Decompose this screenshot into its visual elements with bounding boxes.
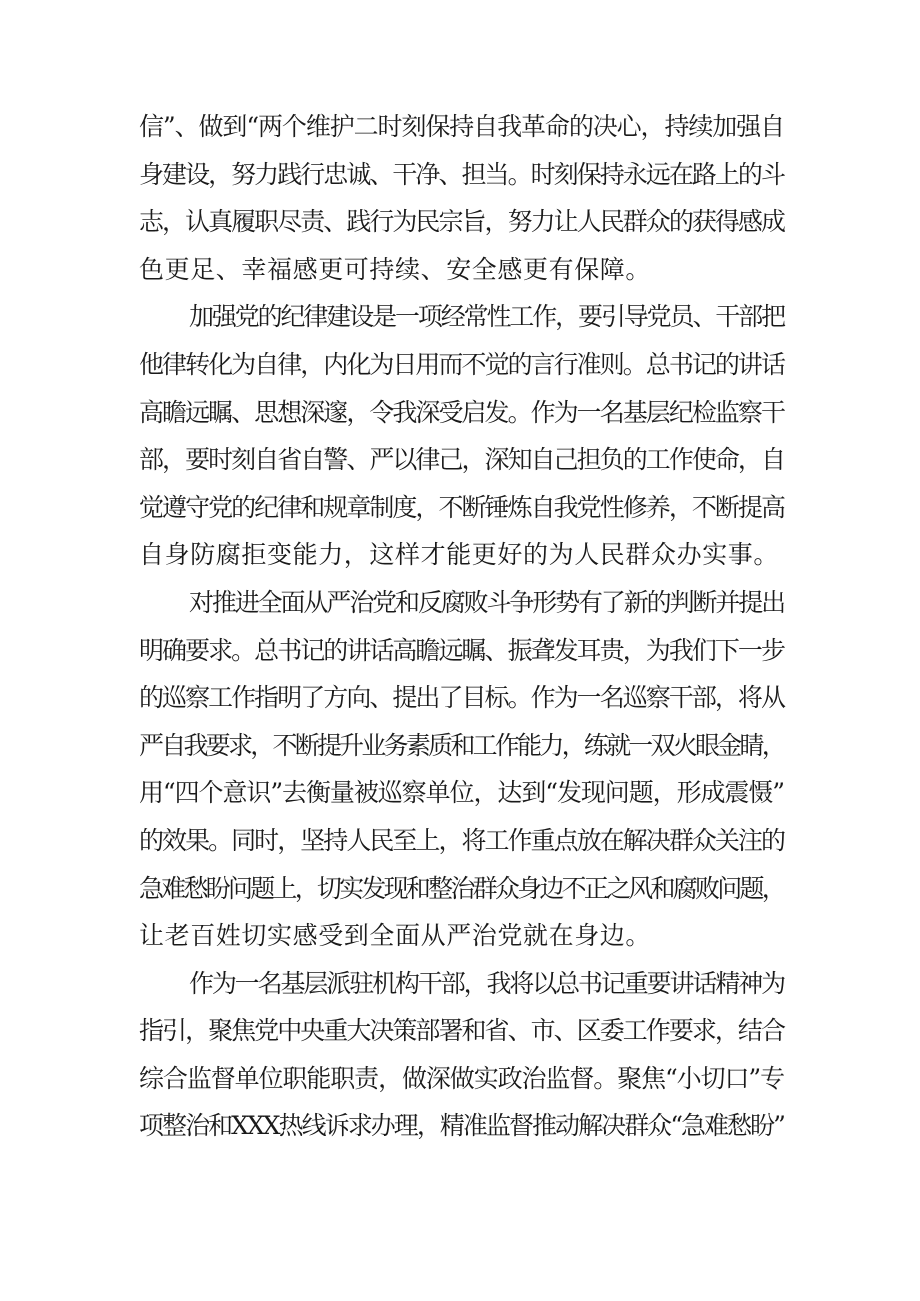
text-line: 高瞻远瞩、思想深邃，令我深受启发。作为一名基层纪检监察干: [139, 397, 784, 427]
text-line: 用“四个意识”去衡量被巡察单位，达到“发现问题，形成震慑”: [139, 778, 784, 808]
text-line: 作为一名基层派驻机构干部，我将以总书记重要讲话精神为: [189, 968, 784, 998]
document-body: [139, 103, 784, 1150]
text-line: 项整治和XXX热线诉求办理，精准监督推动解决群众“急难愁盼”: [139, 1111, 784, 1141]
paragraph-1: [139, 103, 784, 293]
text-line: 身建设，努力践行忠诚、干净、担当。时刻保持永远在路上的斗: [139, 159, 784, 189]
text-line: 急难愁盼问题上，切实发现和整治群众身边不正之风和腐败问题，: [139, 873, 784, 903]
text-line: 指引，聚焦党中央重大决策部署和省、市、区委工作要求，结合: [139, 1016, 784, 1046]
paragraph-4: [139, 960, 784, 1150]
text-line: 觉遵守党的纪律和规章制度，不断锤炼自我党性修养，不断提高: [139, 492, 784, 522]
text-line: 综合监督单位职能职责，做深做实政治监督。聚焦“小切口”专: [139, 1063, 784, 1093]
text-line: 部，要时刻自省自警、严以律己，深知自己担负的工作使命，自: [139, 445, 784, 475]
text-line: 志，认真履职尽责、践行为民宗旨，努力让人民群众的获得感成: [139, 207, 784, 237]
text-line: 他律转化为自律，内化为日用而不觉的言行准则。总书记的讲话: [139, 349, 784, 379]
paragraph-3: [139, 579, 784, 960]
paragraph-2: [139, 293, 784, 579]
text-line: 明确要求。总书记的讲话高瞻远瞩、振聋发耳贵，为我们下一步: [139, 635, 784, 665]
text-line: 的效果。同时，坚持人民至上，将工作重点放在解决群众关注的: [139, 825, 784, 855]
text-line: 让老百姓切实感受到全面从严治党就在身边。: [139, 921, 652, 951]
text-line: 严自我要求，不断提升业务素质和工作能力，练就一双火眼金睛，: [139, 730, 784, 760]
text-line: 加强党的纪律建设是一项经常性工作，要引导党员、干部把: [189, 302, 784, 332]
text-line: 对推进全面从严治党和反腐败斗争形势有了新的判断并提出: [189, 587, 784, 617]
text-line: 自身防腐拒变能力，这样才能更好的为人民群众办实事。: [139, 540, 780, 570]
text-line: 信”、做到“两个维护二时刻保持自我革命的决心，持续加强自: [139, 112, 784, 141]
text-line: 的巡察工作指明了方向、提出了目标。作为一名巡察干部，将从: [139, 683, 784, 713]
text-line: 色更足、幸福感更可持续、安全感更有保障。: [139, 254, 652, 284]
